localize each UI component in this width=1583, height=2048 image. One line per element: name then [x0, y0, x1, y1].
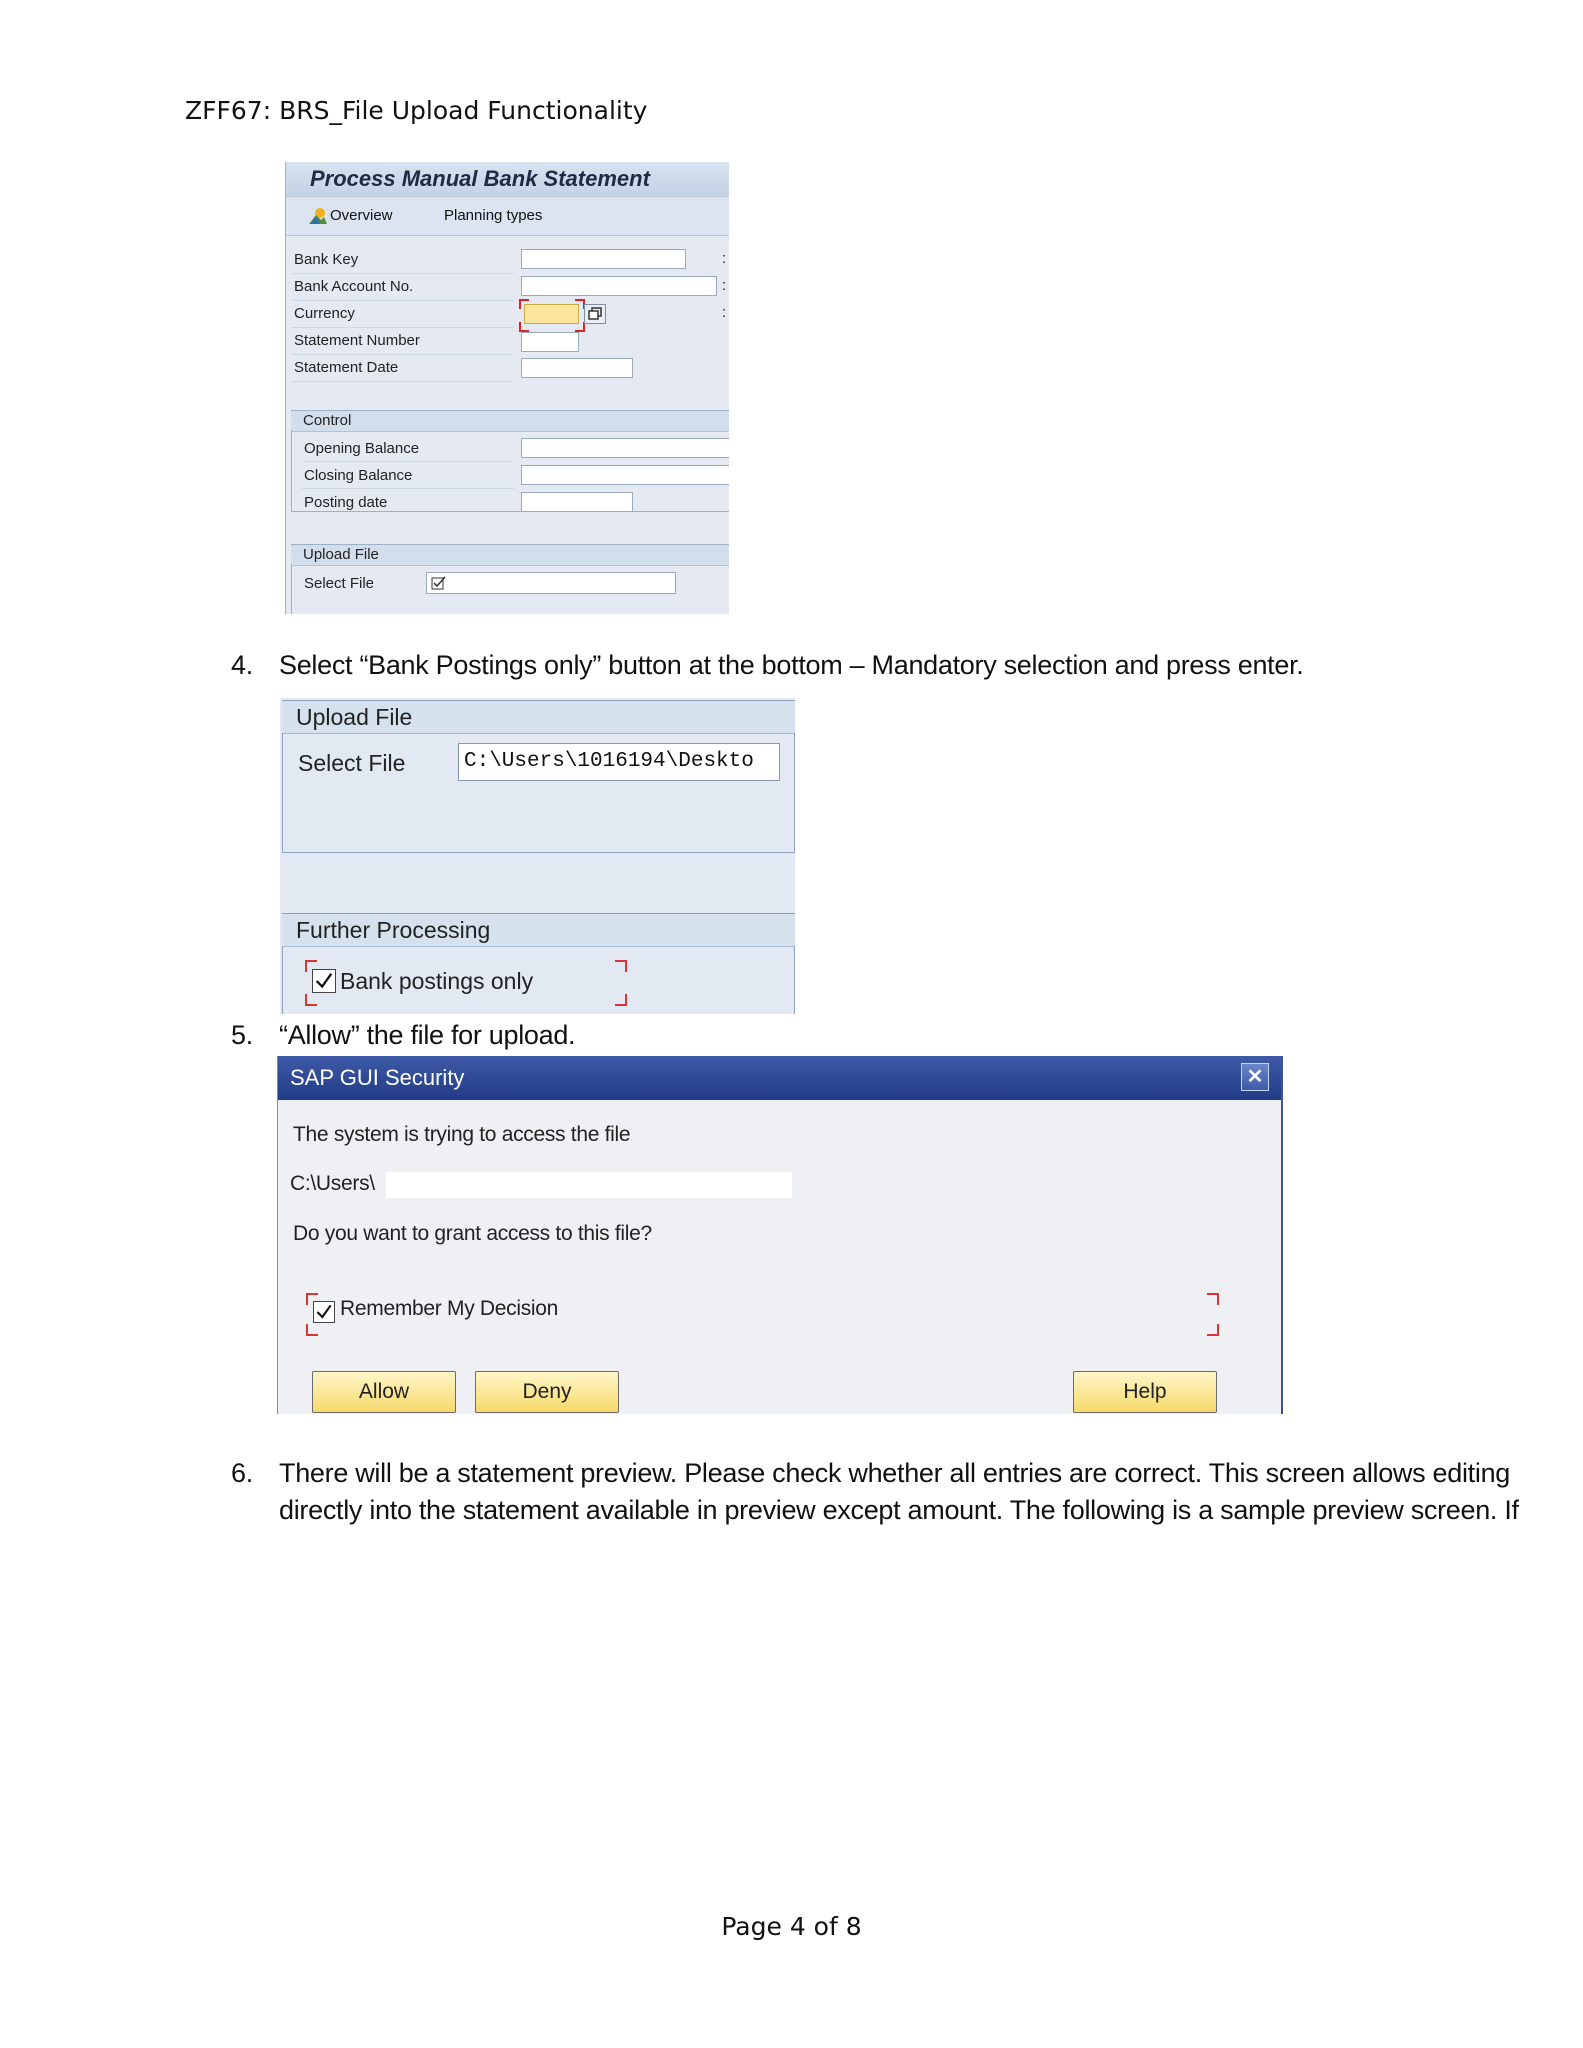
field-marker: : [722, 250, 727, 267]
sap-gui-security-dialog [277, 1056, 1283, 1414]
upload-group-header: Upload File [291, 544, 729, 566]
statement-number-label: Statement Number [294, 332, 420, 349]
currency-field[interactable] [524, 304, 579, 324]
statement-date-field[interactable] [521, 358, 633, 378]
file-picker-icon[interactable] [431, 576, 447, 590]
closing-balance-label: Closing Balance [304, 467, 413, 484]
overview-button[interactable]: Overview [330, 207, 393, 224]
process-bank-statement-screen [285, 162, 729, 614]
posting-date-label: Posting date [304, 494, 388, 511]
upload-file-header: Upload File [282, 700, 795, 734]
step-text: Select “Bank Postings only” button at the bottom – Mandatory selection and press enter. [279, 650, 1304, 680]
currency-label: Currency [294, 305, 355, 322]
allow-button[interactable]: Allow [312, 1371, 456, 1413]
redacted-path [386, 1172, 792, 1198]
upload-file-screen [280, 698, 795, 1014]
value-help-icon[interactable] [584, 304, 606, 324]
select-file-field[interactable] [426, 572, 676, 594]
step-6 [231, 1458, 1519, 1538]
step-text: “Allow” the file for upload. [279, 1020, 576, 1050]
step-5 [231, 1020, 1431, 1054]
document-header: ZFF67: BRS_File Upload Functionality [185, 96, 648, 125]
page-footer: Page 4 of 8 [721, 1912, 862, 1941]
bank-key-field[interactable] [521, 249, 686, 269]
posting-date-field[interactable] [521, 492, 633, 512]
control-group-header: Control [291, 410, 729, 432]
dialog-question: Do you want to grant access to this file? [293, 1222, 652, 1245]
step-text-line-2: directly into the statement available in preview except amount. The following is a sample preview screen. If [279, 1495, 1519, 1525]
deny-button[interactable]: Deny [475, 1371, 619, 1413]
toolbar [286, 196, 729, 236]
field-marker: : [722, 304, 727, 321]
select-file-input[interactable]: C:\Users\1016194\Deskto [458, 743, 780, 781]
file-path: C:\Users\ [290, 1172, 375, 1195]
further-processing-header: Further Processing [282, 913, 795, 947]
checkmark-icon [314, 1302, 334, 1322]
bank-account-label: Bank Account No. [294, 278, 414, 295]
overview-icon[interactable] [308, 207, 328, 225]
bank-postings-label[interactable]: Bank postings only [340, 968, 534, 994]
screen-title: Process Manual Bank Statement [286, 162, 729, 196]
bank-key-label: Bank Key [294, 251, 359, 268]
opening-balance-field[interactable] [521, 438, 729, 458]
select-file-label: Select File [298, 750, 406, 776]
statement-number-field[interactable] [521, 332, 579, 352]
opening-balance-label: Opening Balance [304, 440, 420, 457]
remember-decision-checkbox[interactable] [313, 1301, 335, 1323]
close-icon[interactable]: ✕ [1241, 1063, 1269, 1091]
checkmark-icon [313, 970, 335, 992]
field-marker: : [722, 277, 727, 294]
bank-account-field[interactable] [521, 276, 717, 296]
dialog-title: SAP GUI Security [278, 1056, 1282, 1100]
step-number: 4. [231, 650, 253, 680]
bank-postings-checkbox[interactable] [312, 969, 336, 993]
step-number: 6. [231, 1458, 253, 1488]
step-4 [231, 650, 1431, 684]
help-button[interactable]: Help [1073, 1371, 1217, 1413]
remember-decision-label[interactable]: Remember My Decision [340, 1297, 559, 1320]
statement-date-label: Statement Date [294, 359, 399, 376]
select-file-label: Select File [304, 575, 375, 592]
dialog-message: The system is trying to access the file [293, 1123, 631, 1146]
step-number: 5. [231, 1020, 253, 1050]
planning-types-button[interactable]: Planning types [444, 207, 543, 224]
step-text-line-1: There will be a statement preview. Please check whether all entries are correct. This screen allows editing [279, 1458, 1510, 1488]
closing-balance-field[interactable] [521, 465, 729, 485]
